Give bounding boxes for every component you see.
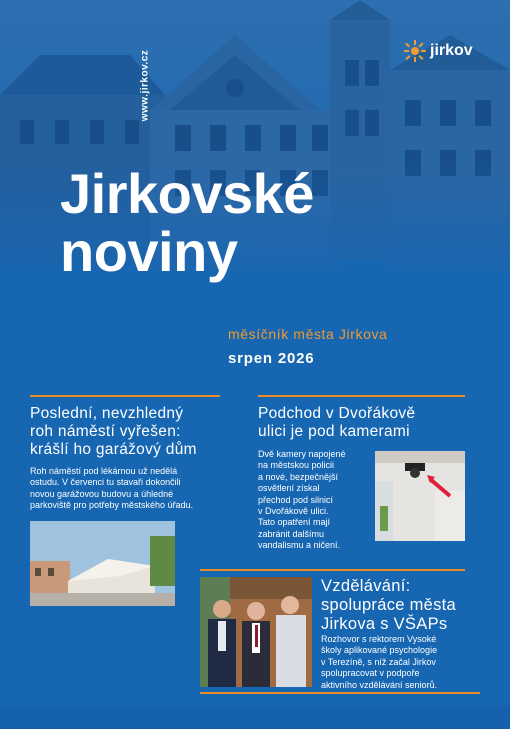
logo-text: jirkov xyxy=(430,42,473,59)
article-3-divider-top xyxy=(200,569,465,571)
article-1-divider xyxy=(30,395,220,397)
title-line-1: Jirkovské xyxy=(60,162,314,225)
website-url[interactable]: www.jirkov.cz xyxy=(139,49,151,122)
sun-logo-icon xyxy=(404,40,426,62)
article-1-text: Roh náměstí pod lékárnou už nedělá ostudu. V červenci tu stavaři dokončili novou garážovou budovu a úhledné parkoviště pro potřeby městského úřadu. xyxy=(30,466,194,511)
title-line-2: noviny xyxy=(60,220,238,283)
article-2-divider xyxy=(258,395,465,397)
issue-date: srpen 2026 xyxy=(228,350,315,367)
rector-meeting-photo xyxy=(200,577,312,687)
underpass-camera-photo xyxy=(375,451,465,541)
subtitle: měsíčník města Jirkova xyxy=(228,326,388,342)
article-2-text: Dvě kamery napojené na městskou policii a nové, bezpečnější osvětlení získal přechod pod silnicí v Dvořákově ulici. Tato opatření mají zabránit dalšímu vandalismu a ničení. xyxy=(258,449,346,551)
article-2-title[interactable]: Podchod v Dvořákově ulici je pod kamerami xyxy=(258,405,416,440)
article-3-text: Rozhovor s rektorem Vysoké školy aplikované psychologie v Terezíně, s níž začal Jirkov spolupracovat v podpoře aktivního vzdělávání seniorů. xyxy=(321,634,438,690)
footer-band xyxy=(0,707,510,729)
article-3-title[interactable]: Vzdělávání: spolupráce města Jirkova s VŠAPs xyxy=(321,577,457,633)
garage-building-photo xyxy=(30,521,175,606)
article-3-divider-bottom xyxy=(200,692,480,694)
jirkov-logo xyxy=(404,40,473,62)
article-1-title[interactable]: Poslední, nevzhledný roh náměstí vyřešen: krášlí ho garážový dům xyxy=(30,405,197,458)
newspaper-title xyxy=(60,162,314,283)
